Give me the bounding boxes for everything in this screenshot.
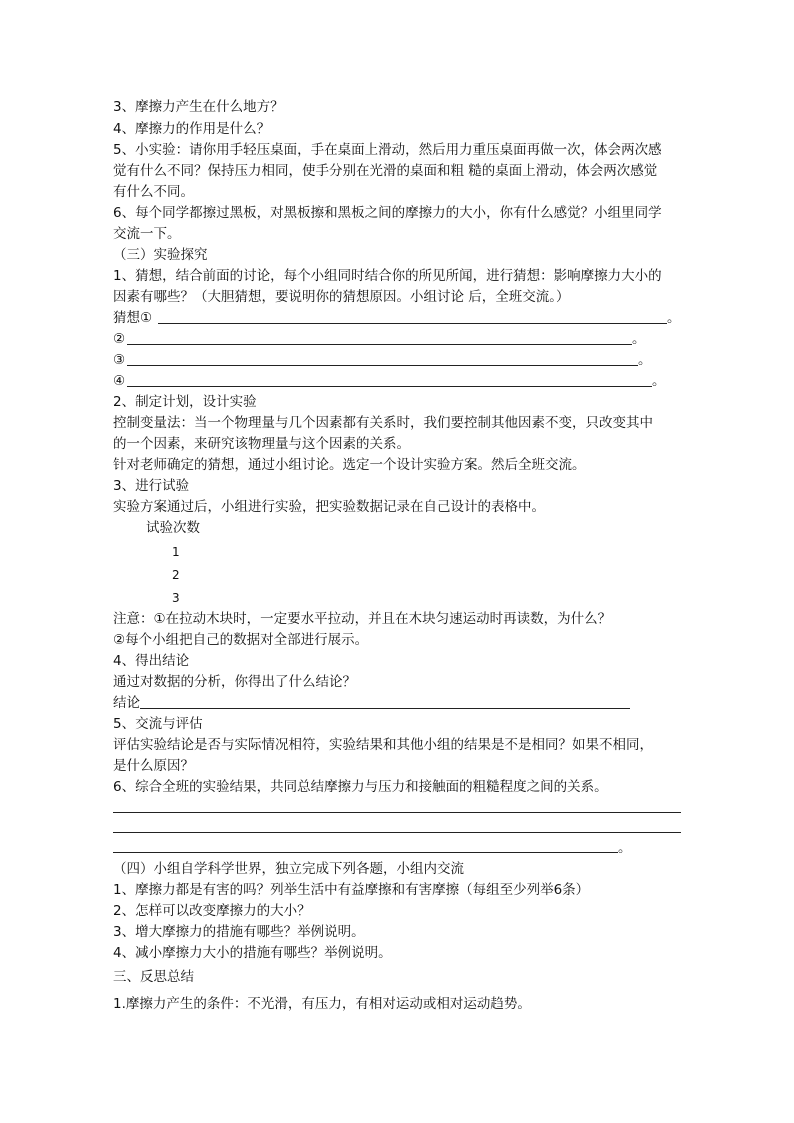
step-3-text: 实验方案通过后，小组进行实验，把实验数据记录在自己设计的表格中。 <box>113 499 545 515</box>
trial-table-header: 试验次数 <box>146 520 200 536</box>
summary-answer-line-3[interactable] <box>113 852 618 853</box>
trial-row-3: 3 <box>172 591 180 605</box>
question-3: 3、摩擦力产生在什么地方？ <box>113 99 284 115</box>
question-6-line-2: 交流一下。 <box>113 226 181 242</box>
guess-3-period: 。 <box>638 352 652 368</box>
question-5-line-2: 觉有什么不同？保持压力相同，使手分别在光滑的桌面和粗 糙的桌面上滑动，体会两次感觉 <box>113 163 658 179</box>
section-3-heading: （三）实验探究 <box>113 247 208 263</box>
step-3-heading: 3、进行试验 <box>113 478 190 494</box>
question-5-line-1: 5、小实验：请你用手轻压桌面，手在桌面上滑动，然后用力重压桌面再做一次，体会两次感 <box>113 142 662 158</box>
step-4-text: 通过对数据的分析，你得出了什么结论？ <box>113 674 356 690</box>
control-variable-line-2: 的一个因素，来研究该物理量与这个因素的关系。 <box>113 436 410 452</box>
section-4-heading: （四）小组自学科学世界，独立完成下列各题，小组内交流 <box>113 861 464 877</box>
guess-1-label: 猜想① <box>113 310 153 326</box>
guess-2-answer-line[interactable] <box>127 344 632 345</box>
guess-1-answer-line[interactable] <box>158 323 667 324</box>
step-5-heading: 5、交流与评估 <box>113 716 203 732</box>
summary-period: 。 <box>618 840 632 856</box>
guess-1-period: 。 <box>667 310 681 326</box>
question-4: 4、摩擦力的作用是什么？ <box>113 121 271 137</box>
question-5-line-3: 有什么不同。 <box>113 184 194 200</box>
guess-4-answer-line[interactable] <box>127 386 652 387</box>
guess-4-period: 。 <box>652 373 666 389</box>
step-1-line-2: 因素有哪些？（大胆猜想，要说明你的猜想原因。小组讨论 后，全班交流。） <box>113 289 570 305</box>
self-study-3: 3、增大摩擦力的措施有哪些？举例说明。 <box>113 924 365 940</box>
summary-answer-line-2[interactable] <box>113 832 681 833</box>
conclusion-label: 结论 <box>113 695 140 711</box>
note-1: 注意：①在拉动木块时，一定要水平拉动，并且在木块匀速运动时再读数，为什么？ <box>113 611 612 627</box>
self-study-1: 1、摩擦力都是有害的吗？列举生活中有益摩擦和有害摩擦（每组至少列举6条） <box>113 882 590 898</box>
reflection-1: 1.摩擦力产生的条件：不光滑，有压力，有相对运动或相对运动趋势。 <box>113 996 531 1012</box>
summary-answer-line-1[interactable] <box>113 812 681 813</box>
trial-row-2: 2 <box>172 568 180 582</box>
trial-row-1: 1 <box>172 545 180 559</box>
step-1-line-1: 1、猜想，结合前面的讨论，每个小组同时结合你的所见所闻，进行猜想：影响摩擦力大小的 <box>113 268 662 284</box>
reflection-heading: 三、反思总结 <box>113 969 194 985</box>
conclusion-answer-line[interactable] <box>140 708 630 709</box>
guess-3-label: ③ <box>113 352 126 368</box>
note-2: ②每个小组把自己的数据对全部进行展示。 <box>113 632 369 648</box>
step-4-heading: 4、得出结论 <box>113 653 190 669</box>
plan-text: 针对老师确定的猜想，通过小组讨论。选定一个设计实验方案。然后全班交流。 <box>113 457 586 473</box>
guess-3-answer-line[interactable] <box>127 365 638 366</box>
step-5-line-2: 是什么原因？ <box>113 758 194 774</box>
step-2-heading: 2、制定计划，设计实验 <box>113 394 257 410</box>
guess-2-label: ② <box>113 331 126 347</box>
step-6-text: 6、综合全班的实验结果，共同总结摩擦力与压力和接触面的粗糙程度之间的关系。 <box>113 779 608 795</box>
control-variable-line-1: 控制变量法：当一个物理量与几个因素都有关系时，我们要控制其他因素不变，只改变其中 <box>113 415 653 431</box>
self-study-2: 2、怎样可以改变摩擦力的大小？ <box>113 903 311 919</box>
guess-4-label: ④ <box>113 373 126 389</box>
step-5-line-1: 评估实验结论是否与实际情况相符，实验结果和其他小组的结果是不是相同？如果不相同， <box>113 737 653 753</box>
self-study-4: 4、减小摩擦力大小的措施有哪些？举例说明。 <box>113 945 392 961</box>
question-6-line-1: 6、每个同学都擦过黑板，对黑板擦和黑板之间的摩擦力的大小，你有什么感觉？小组里同学 <box>113 205 662 221</box>
guess-2-period: 。 <box>632 331 646 347</box>
